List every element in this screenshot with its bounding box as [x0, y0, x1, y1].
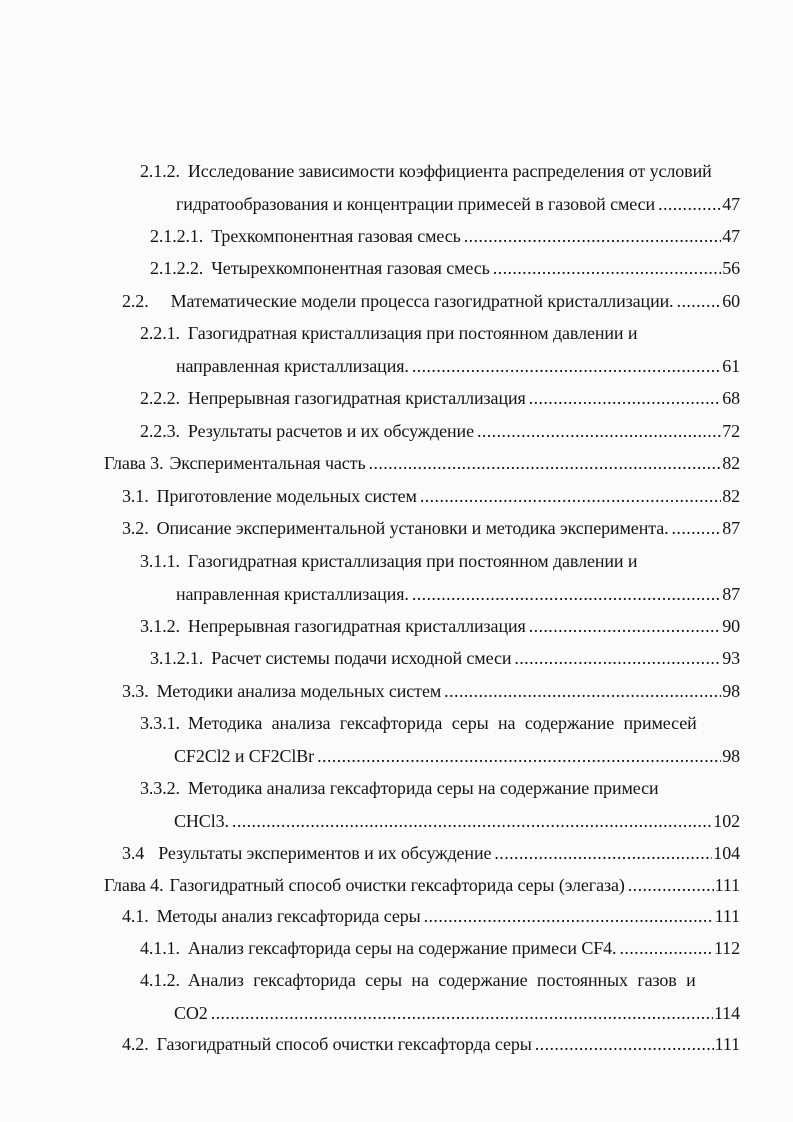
toc-entry[interactable] — [140, 415, 740, 448]
leader-dots — [412, 578, 721, 611]
entry-title: Результаты экспериментов и их обсуждение — [158, 843, 492, 863]
entry-page: 111 — [714, 875, 740, 895]
leader-dots — [211, 997, 713, 1030]
entry-number: 2.1.2.1. — [150, 226, 204, 246]
entry-page: 47 — [722, 193, 740, 214]
toc-entry[interactable] — [122, 480, 740, 513]
entry-page: 87 — [722, 518, 740, 538]
entry-title: Методики анализа модельных систем — [156, 681, 442, 701]
entry-page: 98 — [722, 681, 740, 701]
entry-page: 56 — [722, 258, 740, 278]
entry-page: 72 — [722, 421, 740, 441]
entry-number: 2.2. — [122, 291, 149, 311]
leader-dots — [672, 512, 722, 545]
entry-title: Результаты расчетов и их обсуждение — [187, 421, 474, 441]
entry-number: 3.1.1. — [140, 551, 180, 571]
toc-entry[interactable] — [140, 545, 740, 610]
toc-entry[interactable] — [150, 642, 740, 675]
leader-dots — [514, 642, 721, 675]
entry-title-continued: CO2 — [174, 1002, 208, 1023]
toc-entry-chapter[interactable] — [104, 869, 740, 902]
entry-title: Описание экспериментальной установки и методика эксперимента. — [156, 518, 669, 538]
leader-dots — [317, 740, 721, 773]
entry-number: 4.1. — [122, 906, 149, 926]
toc-entry[interactable] — [140, 772, 740, 837]
leader-dots — [420, 480, 721, 513]
toc-entry[interactable] — [150, 252, 740, 285]
leader-dots — [424, 900, 714, 933]
entry-title-continued: гидратообразования и концентрации примесей в газовой смеси — [176, 193, 656, 214]
toc-entry[interactable] — [140, 610, 740, 643]
entry-title: Газогидратный способ очистки гексафторда серы — [156, 1034, 532, 1054]
leader-dots — [529, 382, 721, 415]
entry-title: Непрерывная газогидратная кристаллизация — [187, 616, 526, 636]
leader-dots — [369, 447, 722, 480]
toc-entry[interactable] — [122, 1028, 740, 1061]
toc-entry[interactable] — [140, 382, 740, 415]
toc-entry[interactable] — [122, 900, 740, 933]
entry-title: Экспериментальная часть — [169, 453, 366, 473]
entry-number: 3.3.2. — [140, 778, 180, 798]
entry-number: 2.1.2.2. — [150, 258, 204, 278]
entry-title: Приготовление модельных систем — [156, 486, 417, 506]
toc-entry[interactable] — [140, 932, 740, 965]
entry-number: 3.3. — [122, 681, 149, 701]
toc-entry[interactable] — [140, 155, 740, 220]
entry-title: Анализ гексафторида серы на содержание примеси CF4. — [187, 938, 617, 958]
entry-page: 82 — [722, 453, 740, 473]
entry-title: Непрерывная газогидратная кристаллизация — [187, 388, 526, 408]
entry-title: Газогидратный способ очистки гексафторида серы (элегаза) — [169, 875, 625, 895]
leader-dots — [535, 1028, 714, 1061]
entry-title: Четырехкомпонентная газовая смесь — [211, 258, 490, 278]
entry-title: Расчет системы подачи исходной смеси — [211, 648, 512, 668]
entry-page: 111 — [714, 906, 740, 926]
leader-dots — [658, 188, 721, 221]
entry-page: 93 — [722, 648, 740, 668]
leader-dots — [529, 610, 721, 643]
entry-title: Методика анализа гексафторида серы на содержание примесей — [187, 713, 697, 733]
entry-title: Анализ гексафторида серы на содержание постоянных газов и — [187, 970, 696, 990]
leader-dots — [619, 932, 712, 965]
leader-dots — [494, 837, 712, 870]
entry-page: 102 — [713, 810, 740, 831]
entry-title-continued: направленная кристаллизация. — [176, 583, 409, 604]
toc-entry[interactable] — [122, 512, 740, 545]
entry-page: 111 — [714, 1034, 740, 1054]
entry-title: Математические модели процесса газогидратной кристаллизации. — [170, 291, 674, 311]
entry-page: 61 — [722, 355, 740, 376]
toc-entry[interactable] — [140, 707, 740, 772]
entry-page: 68 — [722, 388, 740, 408]
toc-entry[interactable] — [122, 675, 740, 708]
leader-dots — [464, 220, 721, 253]
entry-page: 90 — [722, 616, 740, 636]
entry-number: 2.1.2. — [140, 161, 180, 181]
toc-entry[interactable] — [140, 317, 740, 382]
entry-number: 2.2.2. — [140, 388, 180, 408]
toc-entry[interactable] — [140, 964, 740, 1029]
entry-title: Методы анализ гексафторида серы — [156, 906, 421, 926]
entry-number: 2.2.1. — [140, 323, 180, 343]
leader-dots — [232, 805, 712, 838]
entry-title-continued: CHCl3. — [174, 810, 229, 831]
entry-page: 104 — [713, 843, 740, 863]
entry-number: 4.2. — [122, 1034, 149, 1054]
entry-page: 82 — [722, 486, 740, 506]
entry-page: 98 — [722, 745, 740, 766]
leader-dots — [477, 415, 721, 448]
entry-number: 3.2. — [122, 518, 149, 538]
entry-title: Методика анализа гексафторида серы на содержание примеси — [187, 778, 659, 798]
entry-number: 3.3.1. — [140, 713, 180, 733]
entry-number: 3.4 — [122, 843, 145, 863]
toc-entry[interactable] — [122, 837, 740, 870]
leader-dots — [444, 675, 721, 708]
entry-number: 3.1.2.1. — [150, 648, 204, 668]
entry-number: Глава 3. — [104, 453, 164, 473]
entry-title-continued: направленная кристаллизация. — [176, 355, 409, 376]
entry-page: 114 — [713, 1002, 740, 1023]
entry-page: 87 — [722, 583, 740, 604]
entry-page: 112 — [713, 938, 740, 958]
entry-number: 4.1.2. — [140, 970, 180, 990]
leader-dots — [628, 869, 714, 902]
leader-dots — [412, 350, 721, 383]
leader-dots — [677, 285, 722, 318]
entry-number: 3.1.2. — [140, 616, 180, 636]
entry-title-continued: CF2Cl2 и CF2ClBr — [174, 745, 315, 766]
entry-number: Глава 4. — [104, 875, 164, 895]
toc-entry[interactable] — [122, 285, 740, 318]
toc-entry[interactable] — [150, 220, 740, 253]
entry-title: Исследование зависимости коэффициента распределения от условий — [187, 161, 712, 181]
entry-title: Газогидратная кристаллизация при постоянном давлении и — [187, 323, 638, 343]
entry-number: 2.2.3. — [140, 421, 180, 441]
leader-dots — [493, 252, 721, 285]
entry-number: 3.1. — [122, 486, 149, 506]
toc-entry-chapter[interactable] — [104, 447, 740, 480]
entry-number: 4.1.1. — [140, 938, 180, 958]
entry-title: Газогидратная кристаллизация при постоянном давлении и — [187, 551, 638, 571]
entry-page: 60 — [722, 291, 740, 311]
entry-title: Трехкомпонентная газовая смесь — [211, 226, 461, 246]
entry-page: 47 — [722, 226, 740, 246]
